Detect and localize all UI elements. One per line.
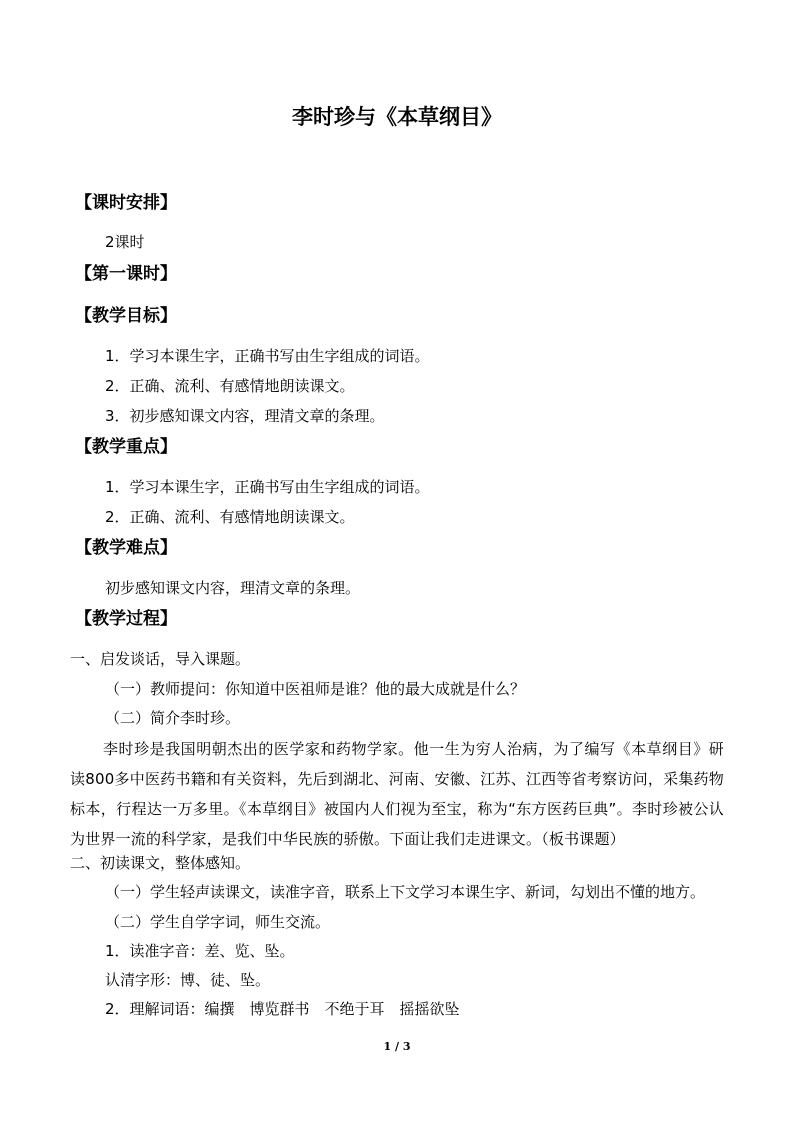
key-point-item: 1．学习本课生字，正确书写由生字组成的词语。 bbox=[105, 478, 430, 496]
process-heading: 【教学过程】 bbox=[75, 609, 177, 629]
process-substep: （一）教师提问：你知道中医祖师是谁？他的最大成就是什么？ bbox=[105, 680, 526, 698]
schedule-heading: 【课时安排】 bbox=[75, 193, 177, 213]
first-lesson-heading: 【第一课时】 bbox=[75, 264, 177, 284]
difficulty-heading: 【教学难点】 bbox=[75, 538, 177, 558]
process-item: 认清字形：博、徒、坠。 bbox=[105, 971, 271, 989]
document-title: 李时珍与《本草纲目》 bbox=[292, 105, 502, 129]
page-indicator: 1 / 3 bbox=[383, 1040, 411, 1053]
goals-heading: 【教学目标】 bbox=[75, 306, 177, 326]
process-step-title: 一、启发谈话，导入课题。 bbox=[70, 650, 251, 668]
schedule-value: 2课时 bbox=[105, 233, 145, 251]
process-substep: （一）学生轻声读课文，读准字音，联系上下文学习本课生字、新词，勾划出不懂的地方。 bbox=[105, 883, 706, 901]
difficulty-text: 初步感知课文内容，理清文章的条理。 bbox=[105, 579, 361, 597]
goal-item: 2．正确、流利、有感情地朗读课文。 bbox=[105, 377, 355, 395]
goal-item: 3．初步感知课文内容，理清文章的条理。 bbox=[105, 407, 385, 425]
process-substep: （二）学生自学字词，师生交流。 bbox=[105, 913, 331, 931]
process-substep: （二）简介李时珍。 bbox=[105, 709, 241, 727]
process-item: 1．读准字音：差、览、坠。 bbox=[105, 942, 295, 960]
li-shizhen-intro-paragraph: 李时珍是我国明朝杰出的医学家和药物学家。他一生为穷人治病，为了编写《本草纲目》研读800多中医药书籍和有关资料，先后到湖北、河南、安徽、江苏、江西等省考察访问，采集药物标本，行程达一万多里。《本草纲目》被国内人们视为至宝，称为“东方医药巨典”。李时珍被公认为世界一流的科学家，是我们中华民族的骄傲。下面让我们走进课文。（板书课题） bbox=[70, 740, 724, 848]
process-item: 2．理解词语：编撰 博览群书 不绝于耳 摇摇欲坠 bbox=[105, 1000, 460, 1018]
key-points-heading: 【教学重点】 bbox=[75, 437, 177, 457]
key-point-item: 2．正确、流利、有感情地朗读课文。 bbox=[105, 508, 355, 526]
goal-item: 1．学习本课生字，正确书写由生字组成的词语。 bbox=[105, 347, 430, 365]
process-step-title: 二、初读课文，整体感知。 bbox=[70, 854, 251, 872]
